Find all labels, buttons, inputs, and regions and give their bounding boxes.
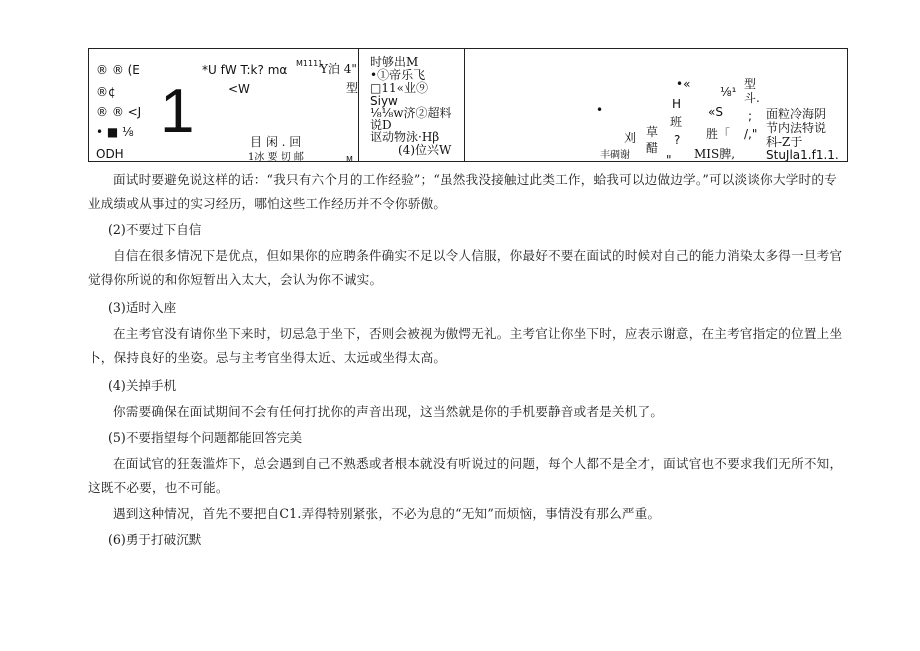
paragraph: 遇到这种情况，首先不要把自C1.弄得特别紧张，不必为息的“无知”而烦恼，事情没有那么严重。 xyxy=(113,506,661,521)
garbled-text: *U fW T:k? mα xyxy=(202,63,288,77)
garbled-text: M111] xyxy=(296,59,322,68)
section-heading: (5)不要指望每个问题都能回答完美 xyxy=(108,430,303,445)
garbled-text: StuJla1.f1.1. xyxy=(766,148,839,162)
garbled-header-table xyxy=(88,48,848,167)
paragraph: 自信在很多情况下是优点，但如果你的应聘条件确实不足以令人信服，你最好不要在面试的时候对自己的能力消染太多得一旦考官觉得你所说的和你短暂出入太大，会认为你不诚实。 xyxy=(88,248,843,287)
garbled-text: MIS脾, xyxy=(694,147,736,161)
garbled-text: 胜「 xyxy=(706,127,731,141)
garbled-text: (4)位兴W xyxy=(398,143,452,157)
garbled-text: •①帝乐飞 xyxy=(370,68,426,82)
garbled-text: 刈 xyxy=(624,131,637,145)
table-border-right xyxy=(847,49,848,161)
garbled-text: ; xyxy=(748,109,753,123)
garbled-text: 科-Z于 xyxy=(766,135,803,149)
garbled-text: ® ® (E xyxy=(96,63,140,77)
paragraph: 在主考官没有请你坐下来时，切忌急于坐下，否则会被视为傲愕无礼。主考官让你坐下时，应表示谢意，在主考官指定的位置上坐卜，保持良好的坐姿。忌与主考官坐得太近、太远或坐得太高。 xyxy=(88,326,843,365)
garbled-text: «S xyxy=(708,105,723,119)
garbled-text: □11«业⑨ xyxy=(370,81,428,95)
garbled-text: 面粒冷海阴 xyxy=(766,107,827,121)
garbled-text: M xyxy=(346,155,353,164)
garbled-text: 斗. xyxy=(744,91,760,105)
garbled-text: 1冰 要 切 邮 xyxy=(248,152,304,163)
garbled-text: ? xyxy=(674,133,681,147)
table-divider xyxy=(464,49,465,161)
garbled-text: ODH xyxy=(96,147,124,161)
garbled-text: 丰碉谢 xyxy=(600,150,630,161)
section-heading: (3)适时入座 xyxy=(108,300,177,315)
garbled-text: 说D xyxy=(370,118,392,132)
garbled-text: /," xyxy=(744,127,758,141)
garbled-text: • ■ ⅛ xyxy=(96,125,134,139)
garbled-text: 讴动物泳·Hβ xyxy=(370,130,440,144)
garbled-text: 节内法特说 xyxy=(766,121,827,135)
garbled-text: ⅛¹ xyxy=(720,85,737,99)
garbled-text: ® ® <J xyxy=(96,105,142,119)
garbled-text: <W xyxy=(228,82,250,96)
garbled-text: 型 xyxy=(744,77,757,91)
garbled-text: 草 xyxy=(646,125,659,139)
garbled-text: 型 xyxy=(346,81,359,95)
garbled-text: 时够出M xyxy=(370,55,419,69)
paragraph: 在面试官的狂轰滥炸下，总会遇到自己不熟悉或者根本就没有听说过的问题，每个人都不是全才，面试官也不要求我们无所不知，这既不必要，也不可能。 xyxy=(88,456,843,495)
paragraph: 面试时要避免说这样的话：“我只有六个月的工作经验”；“虽然我没接触过此类工作，蛤我可以边做边学。”可以淡谈你大学时的专业成绩或从事过的实习经历，哪怕这些工作经历并不令你骄傲。 xyxy=(88,172,837,211)
garbled-text: 醋 xyxy=(646,141,659,155)
garbled-text: • xyxy=(596,103,604,117)
garbled-text: 班 xyxy=(670,115,683,129)
garbled-text: Y泊 4" xyxy=(320,62,357,76)
garbled-big-number: 1 xyxy=(160,77,195,146)
garbled-text: ®¢ xyxy=(96,85,116,99)
garbled-text: Siyw xyxy=(370,94,398,108)
table-border-left xyxy=(88,49,89,161)
section-heading: (6)勇于打破沉默 xyxy=(108,532,202,547)
garbled-text: H xyxy=(672,97,682,111)
table-divider xyxy=(358,49,359,161)
garbled-text: 目 闲 . 回 xyxy=(250,135,302,149)
garbled-text: " xyxy=(666,153,672,167)
section-heading: (4)关掉手机 xyxy=(108,378,177,393)
garbled-text: •« xyxy=(676,77,691,91)
section-heading: (2)不要过下自信 xyxy=(108,222,202,237)
garbled-text: ⅛⅛w济②超料 xyxy=(370,106,452,120)
paragraph: 你需要确保在面试期间不会有任何打扰你的声音出现，这当然就是你的手机要静音或者是关机了。 xyxy=(113,404,664,419)
